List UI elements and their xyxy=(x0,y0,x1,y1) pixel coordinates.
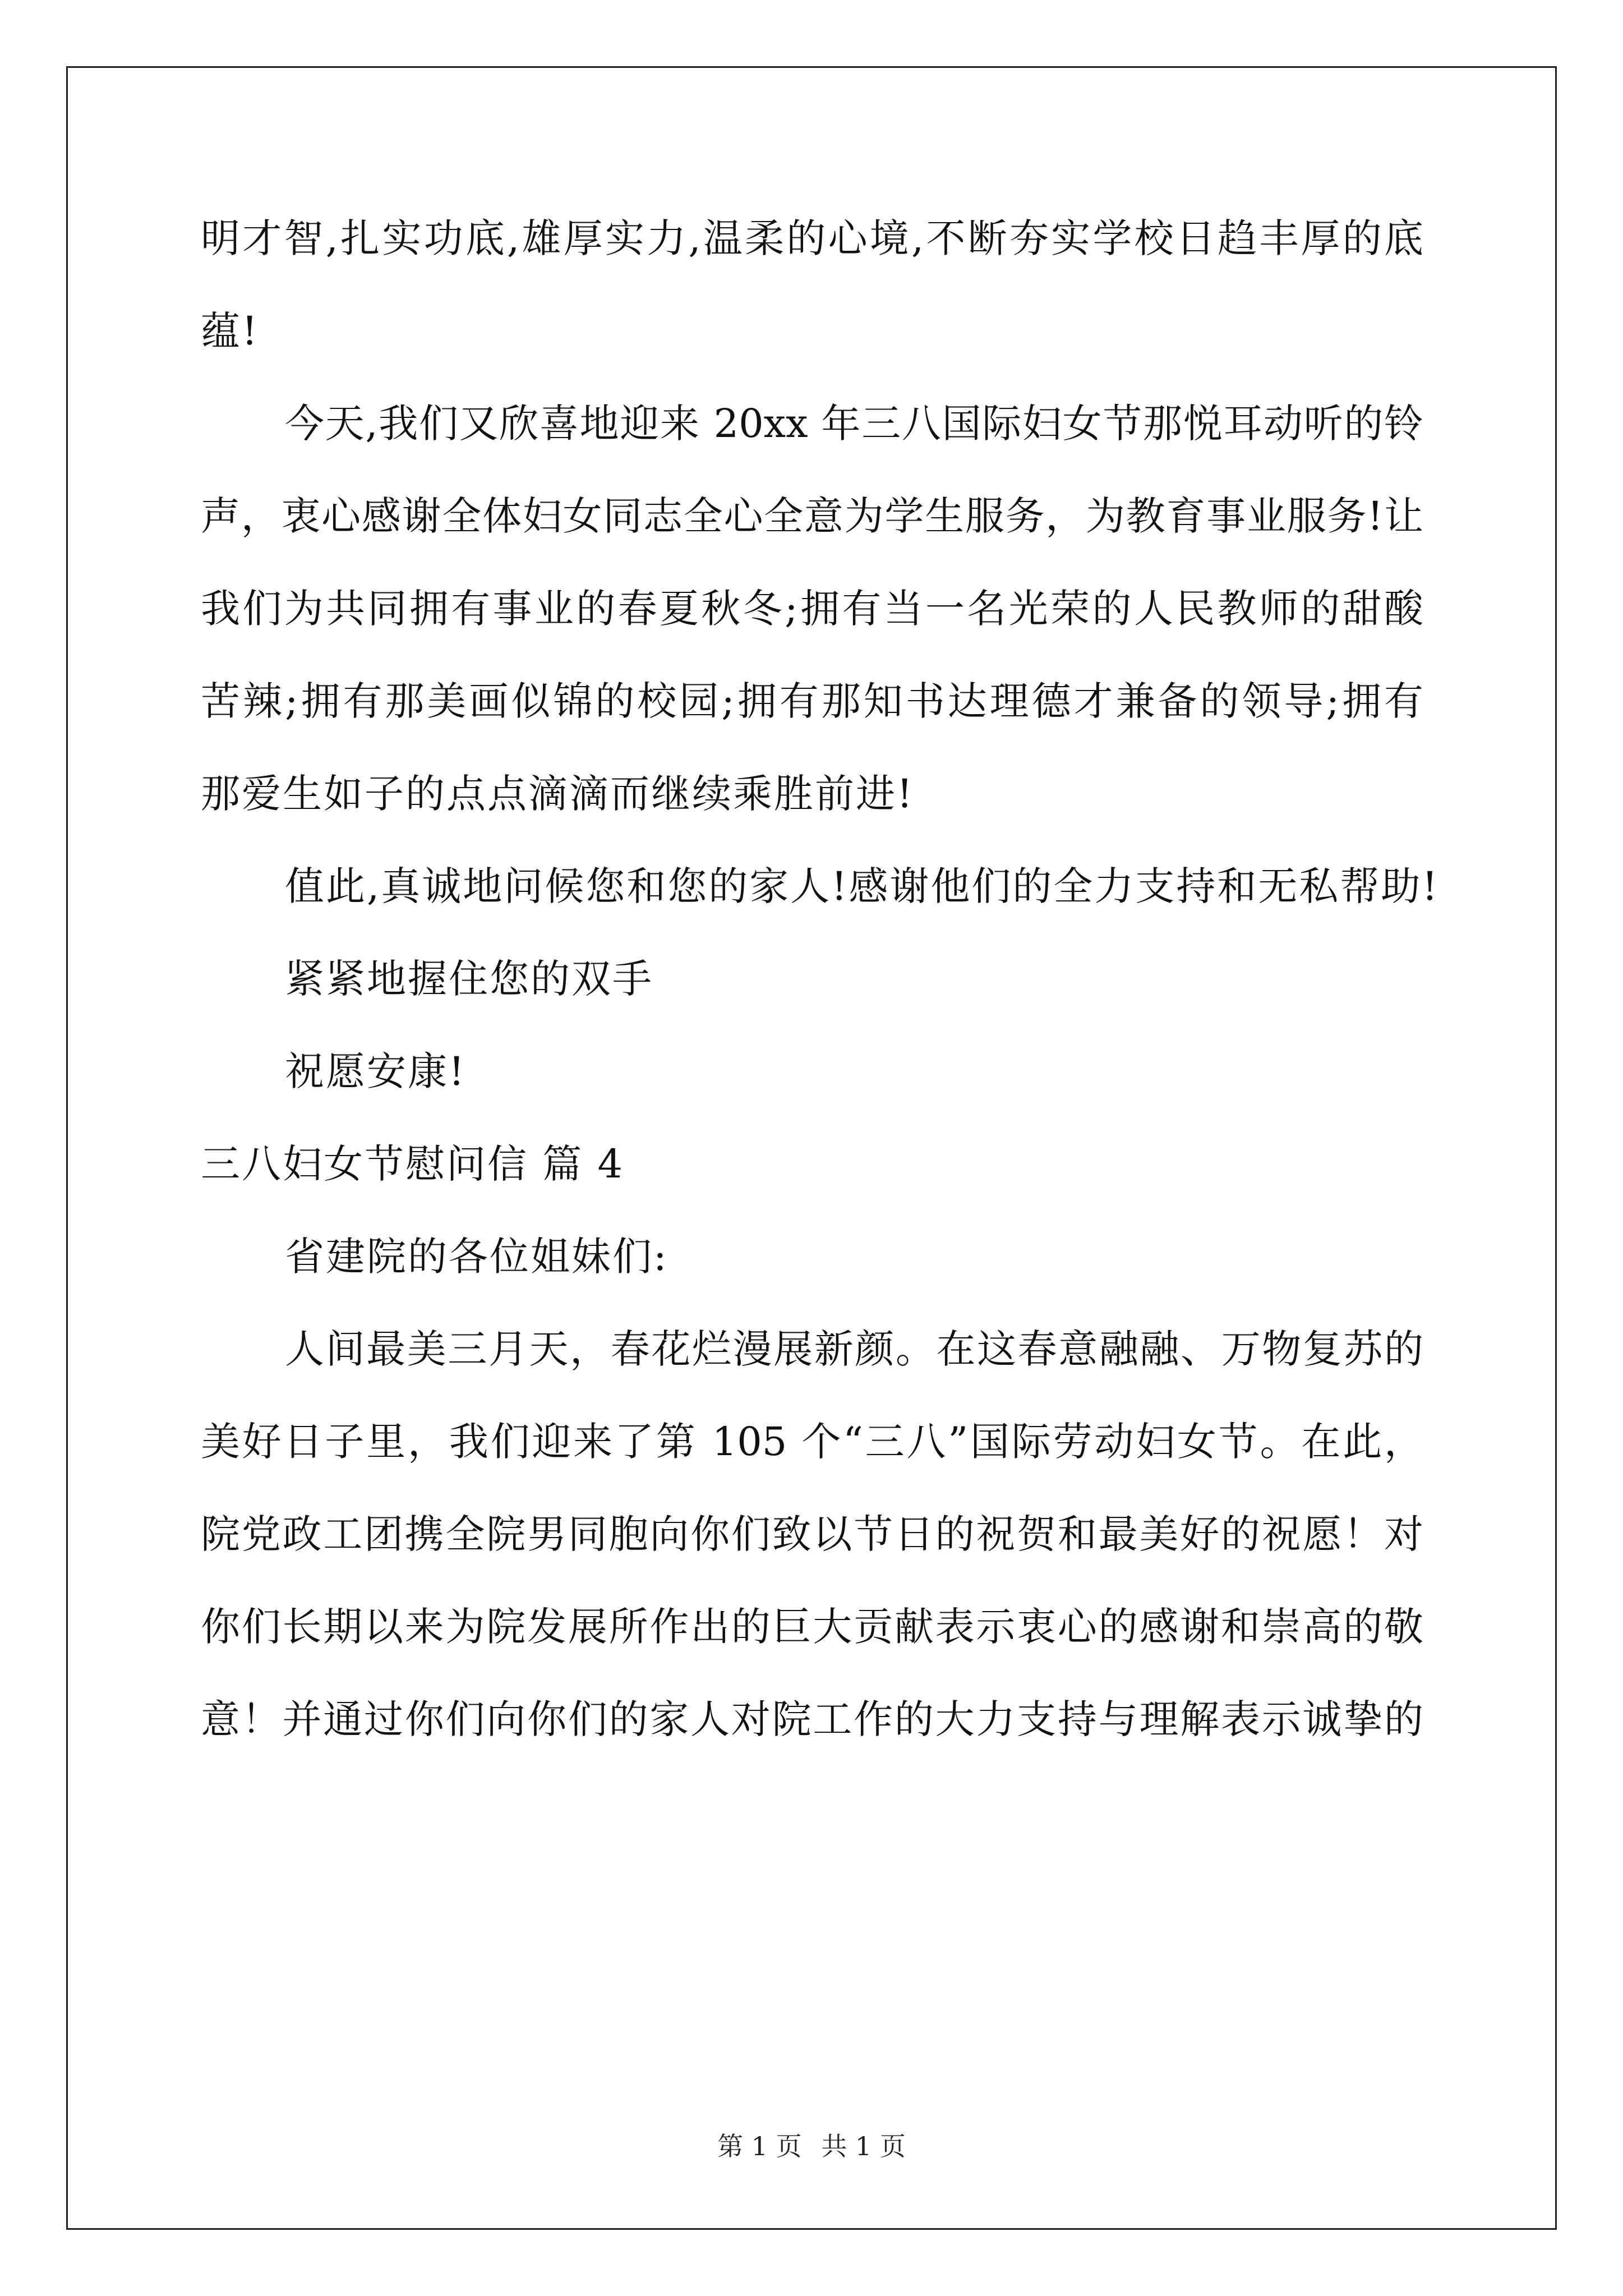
text-line: 我们为共同拥有事业的春夏秋冬;拥有当一名光荣的人民教师的甜酸 xyxy=(201,586,1423,632)
text-line: 那爱生如子的点点滴滴而继续乘胜前进! xyxy=(201,771,915,817)
text-line: 明才智,扎实功底,雄厚实力,温柔的心境,不断夯实学校日趋丰厚的底 xyxy=(201,215,1423,261)
text-line: 紧紧地握住您的双手 xyxy=(285,956,653,1002)
text-line: 值此,真诚地问候您和您的家人!感谢他们的全力支持和无私帮助! xyxy=(285,863,1440,909)
text-line: 意！并通过你们向你们的家人对院工作的大力支持与理解表示诚挚的 xyxy=(201,1696,1423,1742)
text-line: 声，衷心感谢全体妇女同志全心全意为学生服务，为教育事业服务!让 xyxy=(201,493,1423,539)
text-line: 人间最美三月天，春花烂漫展新颜。在这春意融融、万物复苏的 xyxy=(285,1326,1423,1372)
text-line: 蕴! xyxy=(201,308,260,354)
text-line: 你们长期以来为院发展所作出的巨大贡献表示衷心的感谢和崇高的敬 xyxy=(201,1604,1423,1650)
section-heading: 三八妇女节慰问信 篇 4 xyxy=(201,1141,625,1187)
page-total: 共 1 页 xyxy=(821,2131,906,2161)
salutation: 省建院的各位姐妹们: xyxy=(285,1234,668,1280)
text-line: 今天,我们又欣喜地迎来 20xx 年三八国际妇女节那悦耳动听的铃 xyxy=(285,401,1423,447)
text-line: 苦辣;拥有那美画似锦的校园;拥有那知书达理德才兼备的领导;拥有 xyxy=(201,678,1423,724)
page-number: 第 1 页 xyxy=(717,2131,802,2161)
text-line: 美好日子里，我们迎来了第 105 个“三八”国际劳动妇女节。在此， xyxy=(201,1419,1423,1465)
text-line: 祝愿安康! xyxy=(285,1048,467,1094)
text-line: 院党政工团携全院男同胞向你们致以节日的祝贺和最美好的祝愿！对 xyxy=(201,1511,1423,1557)
page-footer xyxy=(0,2129,1623,2163)
